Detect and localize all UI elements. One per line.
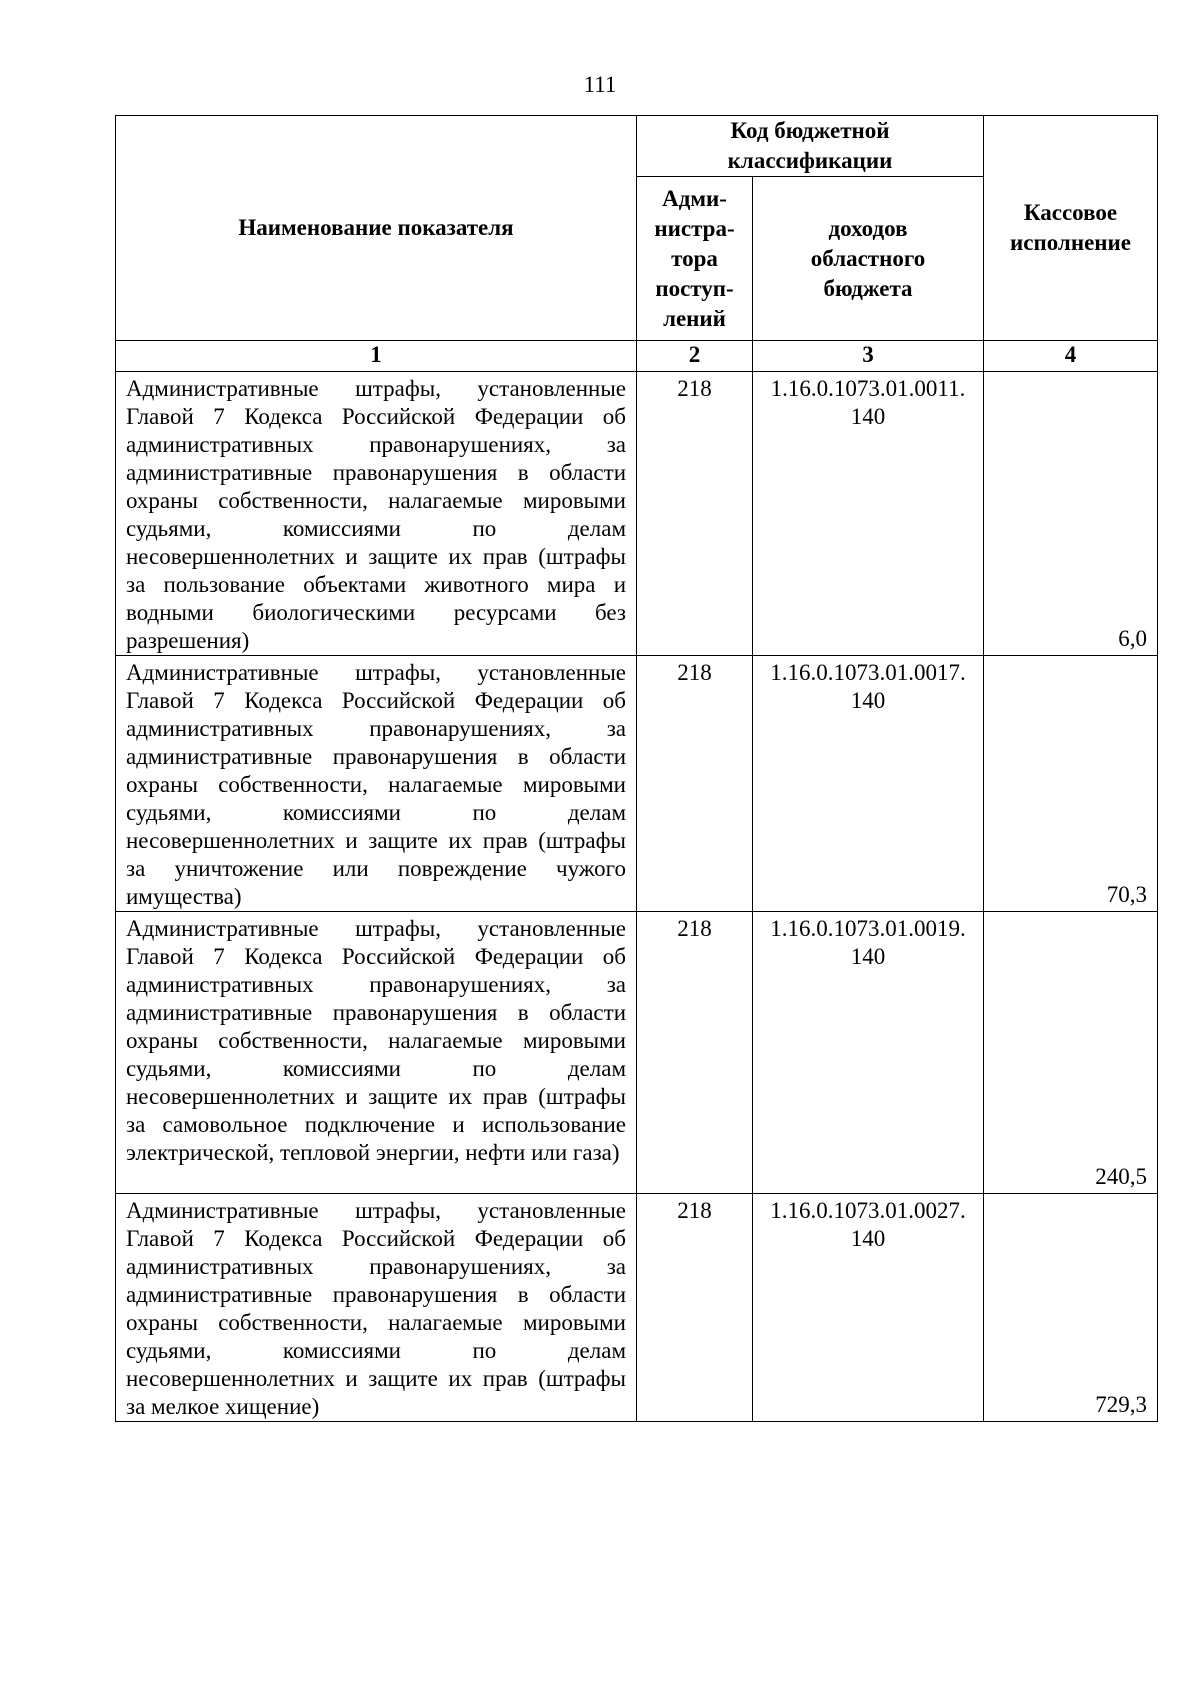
column-number: 1: [116, 341, 637, 372]
indicator-name-cell: Административные штрафы, установленные Главой 7 Кодекса Российской Федерации об административных правонарушениях, за административные правонарушения в области охраны собственности, налагаемые мировыми судьями, комиссиями по делам несовершеннолетних и защите их прав (штрафы за самовольное подключение и использование электрической, тепловой энергии, нефти или газа): [116, 912, 637, 1194]
header-budget-classification-code: Код бюджетной классификации: [637, 116, 984, 177]
cash-execution-cell: 6,0: [984, 372, 1158, 656]
column-number: 3: [753, 341, 984, 372]
revenue-code-cell: 1.16.0.1073.01.0017. 140: [753, 656, 984, 912]
cash-execution-cell: 729,3: [984, 1194, 1158, 1422]
table-row: [116, 1194, 1158, 1422]
page-number: 111: [583, 72, 617, 97]
budget-table: [115, 115, 1158, 1422]
revenue-code-cell: 1.16.0.1073.01.0011. 140: [753, 372, 984, 656]
administrator-code-cell: 218: [637, 372, 753, 656]
header-indicator-name: Наименование показателя: [116, 116, 637, 341]
indicator-name-cell: Административные штрафы, установленные Главой 7 Кодекса Российской Федерации об административных правонарушениях, за административные правонарушения в области охраны собственности, налагаемые мировыми судьями, комиссиями по делам несовершеннолетних и защите их прав (штрафы за мелкое хищение): [116, 1194, 637, 1422]
table-row: [116, 372, 1158, 656]
table-row: [116, 912, 1158, 1194]
header-regional-budget-revenue: доходов областного бюджета: [753, 177, 984, 341]
indicator-name-cell: Административные штрафы, установленные Главой 7 Кодекса Российской Федерации об административных правонарушениях, за административные правонарушения в области охраны собственности, налагаемые мировыми судьями, комиссиями по делам несовершеннолетних и защите их прав (штрафы за пользование объектами животного мира и водными биологическими ресурсами без разрешения): [116, 372, 637, 656]
indicator-name-cell: Административные штрафы, установленные Главой 7 Кодекса Российской Федерации об административных правонарушениях, за административные правонарушения в области охраны собственности, налагаемые мировыми судьями, комиссиями по делам несовершеннолетних и защите их прав (штрафы за уничтожение или повреждение чужого имущества): [116, 656, 637, 912]
administrator-code-cell: 218: [637, 912, 753, 1194]
column-number-row: [116, 341, 1158, 372]
revenue-code-cell: 1.16.0.1073.01.0027. 140: [753, 1194, 984, 1422]
cash-execution-cell: 240,5: [984, 912, 1158, 1194]
cash-execution-cell: 70,3: [984, 656, 1158, 912]
table-header: [116, 116, 1158, 341]
header-revenue-administrator: Адми-нистра-тора поступ-лений: [637, 177, 753, 341]
column-number: 4: [984, 341, 1158, 372]
administrator-code-cell: 218: [637, 656, 753, 912]
column-number: 2: [637, 341, 753, 372]
header-cash-execution: Кассовое исполнение: [984, 116, 1158, 341]
table-body: [116, 341, 1158, 1422]
revenue-code-cell: 1.16.0.1073.01.0019. 140: [753, 912, 984, 1194]
table-row: [116, 656, 1158, 912]
administrator-code-cell: 218: [637, 1194, 753, 1422]
